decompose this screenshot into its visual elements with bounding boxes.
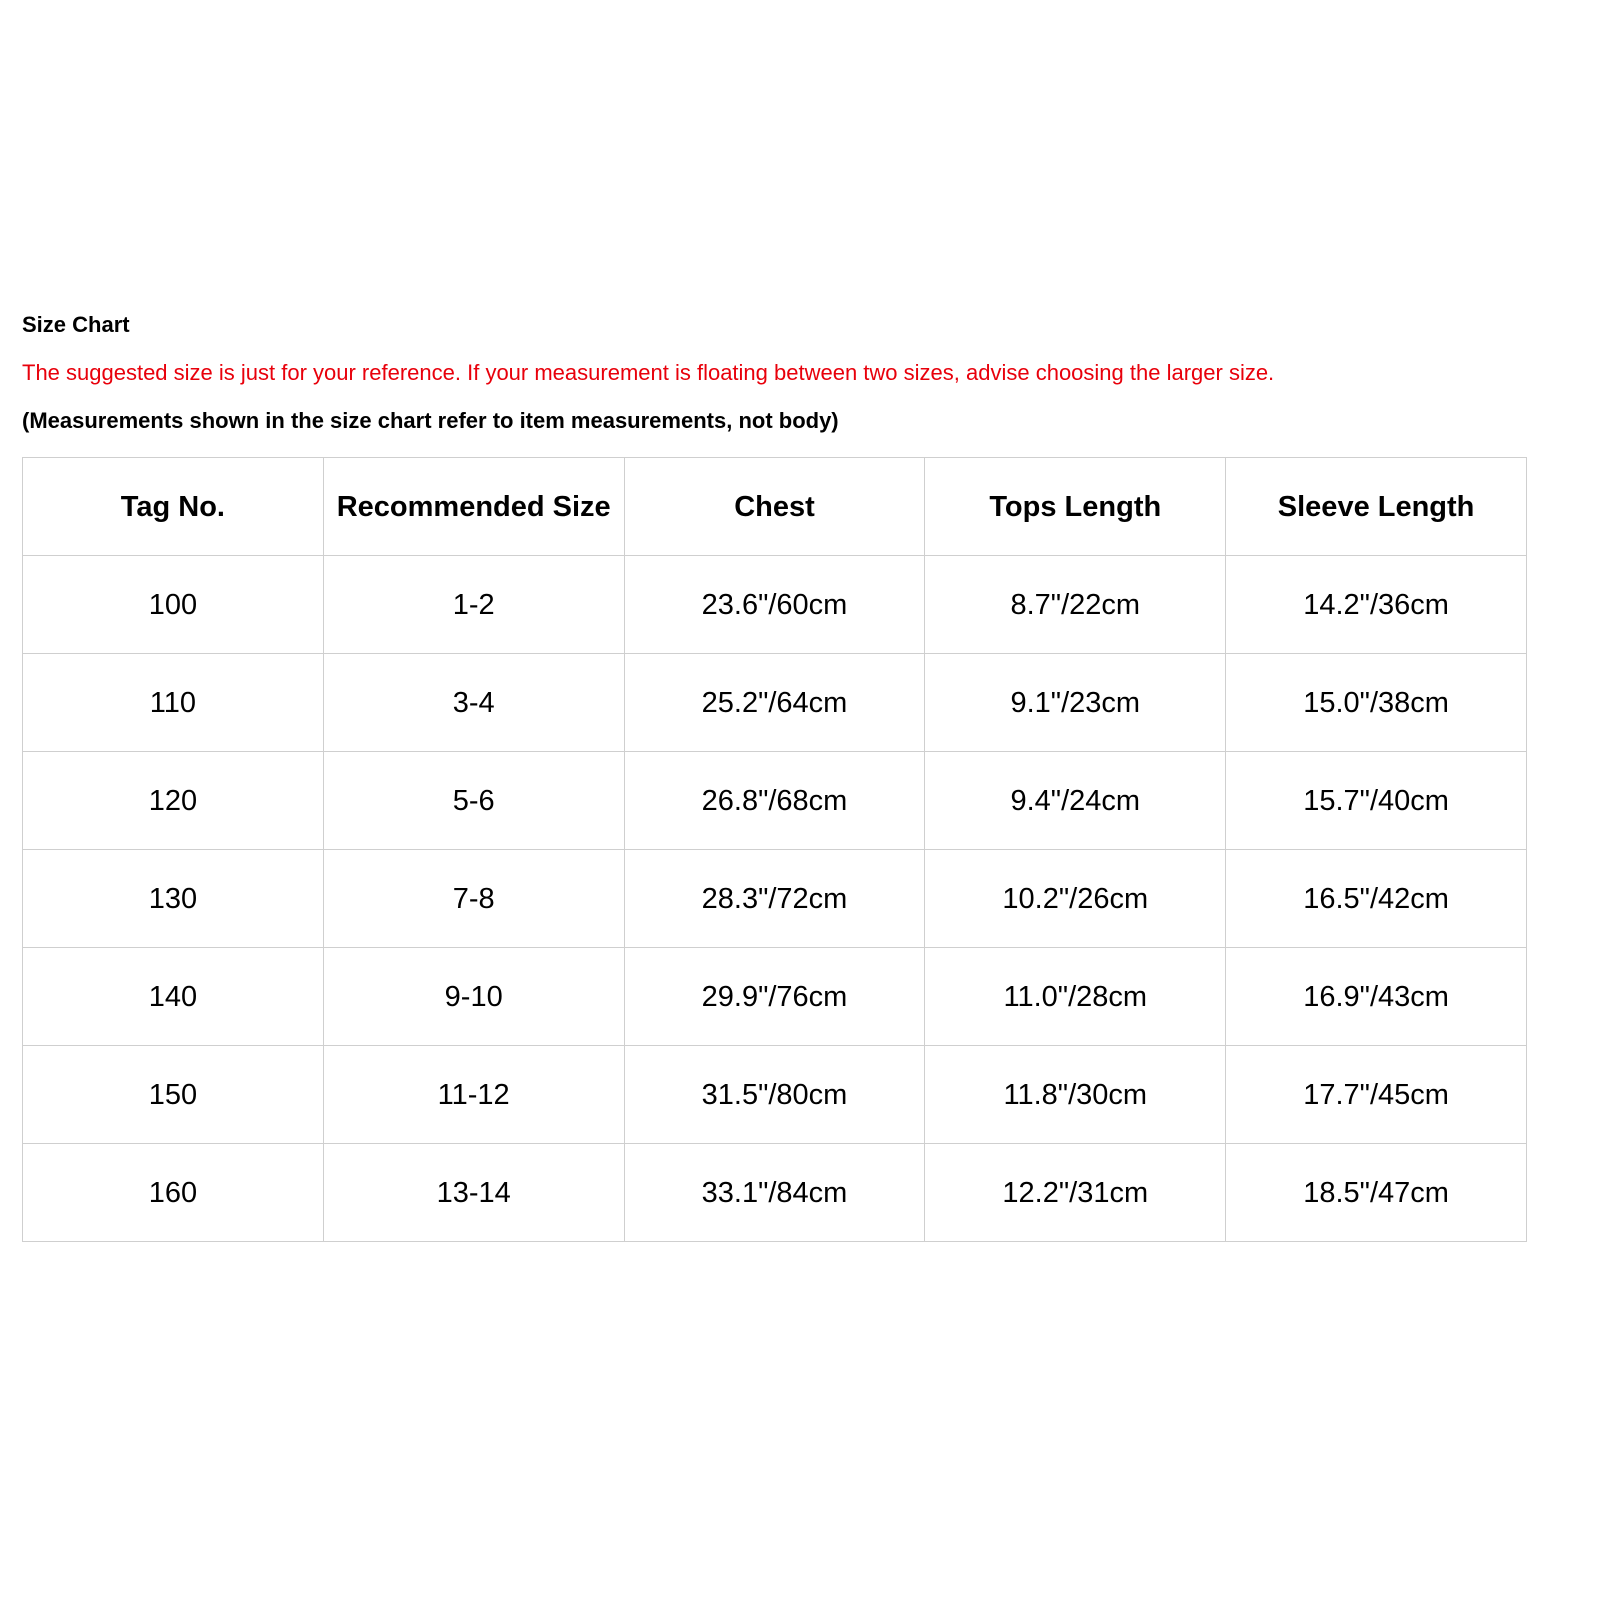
column-header-chest: Chest bbox=[624, 458, 925, 556]
table-row bbox=[23, 654, 1527, 752]
cell-recommended-size: 5-6 bbox=[323, 752, 624, 850]
cell-recommended-size: 7-8 bbox=[323, 850, 624, 948]
cell-tag-no: 140 bbox=[23, 948, 324, 1046]
column-header-sleeve-length: Sleeve Length bbox=[1226, 458, 1527, 556]
cell-recommended-size: 9-10 bbox=[323, 948, 624, 1046]
cell-recommended-size: 3-4 bbox=[323, 654, 624, 752]
column-header-recommended-size: Recommended Size bbox=[323, 458, 624, 556]
table-row bbox=[23, 1046, 1527, 1144]
cell-recommended-size: 11-12 bbox=[323, 1046, 624, 1144]
cell-tops-length: 8.7"/22cm bbox=[925, 556, 1226, 654]
table-row bbox=[23, 556, 1527, 654]
cell-recommended-size: 13-14 bbox=[323, 1144, 624, 1242]
cell-recommended-size: 1-2 bbox=[323, 556, 624, 654]
cell-tag-no: 110 bbox=[23, 654, 324, 752]
cell-chest: 29.9"/76cm bbox=[624, 948, 925, 1046]
measurement-disclaimer: (Measurements shown in the size chart refer to item measurements, not body) bbox=[22, 408, 839, 433]
table-row bbox=[23, 948, 1527, 1046]
cell-sleeve-length: 16.9"/43cm bbox=[1226, 948, 1527, 1046]
table-row bbox=[23, 752, 1527, 850]
cell-tops-length: 9.4"/24cm bbox=[925, 752, 1226, 850]
cell-chest: 31.5"/80cm bbox=[624, 1046, 925, 1144]
cell-tops-length: 9.1"/23cm bbox=[925, 654, 1226, 752]
table-row bbox=[23, 850, 1527, 948]
column-header-tag-no: Tag No. bbox=[23, 458, 324, 556]
cell-tops-length: 10.2"/26cm bbox=[925, 850, 1226, 948]
cell-sleeve-length: 14.2"/36cm bbox=[1226, 556, 1527, 654]
cell-tops-length: 12.2"/31cm bbox=[925, 1144, 1226, 1242]
table-header-row bbox=[23, 458, 1527, 556]
cell-chest: 25.2"/64cm bbox=[624, 654, 925, 752]
cell-tag-no: 120 bbox=[23, 752, 324, 850]
sizing-notice: The suggested size is just for your reference. If your measurement is floating between two sizes, advise choosing the larger size. bbox=[22, 360, 1275, 385]
page-title: Size Chart bbox=[22, 312, 130, 337]
cell-sleeve-length: 18.5"/47cm bbox=[1226, 1144, 1527, 1242]
cell-chest: 28.3"/72cm bbox=[624, 850, 925, 948]
cell-sleeve-length: 16.5"/42cm bbox=[1226, 850, 1527, 948]
cell-tag-no: 160 bbox=[23, 1144, 324, 1242]
size-table bbox=[22, 457, 1527, 1242]
cell-sleeve-length: 17.7"/45cm bbox=[1226, 1046, 1527, 1144]
cell-tops-length: 11.8"/30cm bbox=[925, 1046, 1226, 1144]
cell-tag-no: 150 bbox=[23, 1046, 324, 1144]
column-header-tops-length: Tops Length bbox=[925, 458, 1226, 556]
cell-tag-no: 100 bbox=[23, 556, 324, 654]
cell-sleeve-length: 15.7"/40cm bbox=[1226, 752, 1527, 850]
cell-sleeve-length: 15.0"/38cm bbox=[1226, 654, 1527, 752]
cell-chest: 23.6"/60cm bbox=[624, 556, 925, 654]
table-row bbox=[23, 1144, 1527, 1242]
cell-tops-length: 11.0"/28cm bbox=[925, 948, 1226, 1046]
cell-tag-no: 130 bbox=[23, 850, 324, 948]
cell-chest: 33.1"/84cm bbox=[624, 1144, 925, 1242]
cell-chest: 26.8"/68cm bbox=[624, 752, 925, 850]
